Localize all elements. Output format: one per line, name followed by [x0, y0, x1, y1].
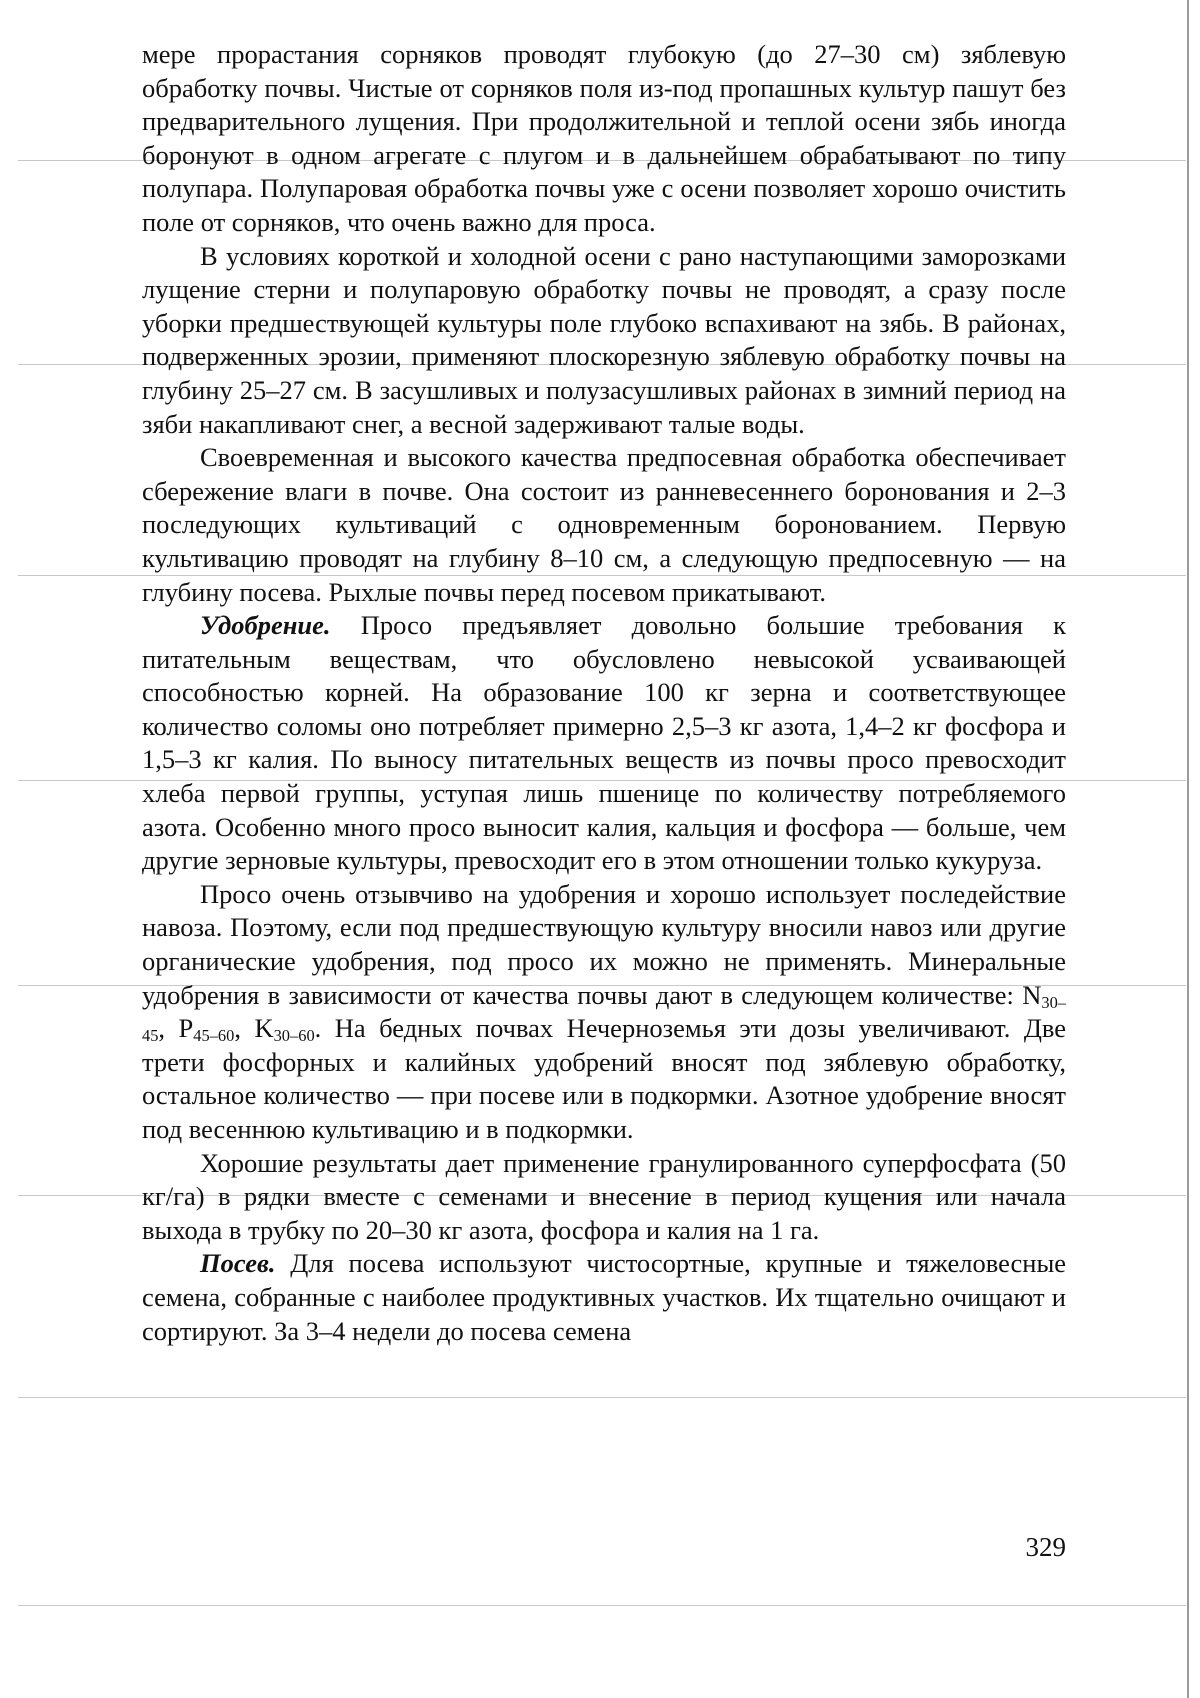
paragraph-text: В условиях короткой и холодной осени с рано наступающими заморозками лущение стерни и полупаровую обработку почвы не проводят, а сразу после уборки предшествующей культуры поле глубоко вспахивают на зябь. В районах, подверженных эрозии, применяют плоскорезную зяблевую обработку почвы на глубину 25–27 см. В засушливых и полузасушливых районах в зимний период на зяби накапливают снег, а весной задерживают талые воды.: [142, 240, 1066, 439]
scan-line: [18, 1605, 1186, 1606]
paragraph: [142, 1147, 1066, 1248]
section-heading-sowing: Посев.: [200, 1248, 276, 1279]
dose-potassium: $K_{30-60}$.: [254, 1013, 322, 1046]
section-heading-fertilizer: Удобрение.: [200, 610, 331, 641]
paragraph-text: мере прорастания сорняков проводят глубокую (до 27–30 см) зяблевую обработку почвы. Чистые от сорняков поля из-под пропашных культур пашут без предварительного лущения. При продолжительной и теплой осени зябь иногда боронуют в одном агрегате с плугом и в дальнейшем обрабатывают по типу полупара. Полупаровая обработка почвы уже с осени позволяет хорошо очистить поле от сорняков, что очень важно для проса.: [142, 39, 1066, 237]
paragraph-text: Просо очень отзывчиво на удобрения и хорошо использует последействие навоза. Поэтому, если под предшествующую культуру вносили навоз или другие органические удобрения, под просо их можно не применять. Минеральные удобрения в зависимости от качества почвы дают в следующем количестве:: [142, 878, 1066, 1010]
paragraph: [142, 441, 1066, 609]
paragraph-text: Просо предъявляет довольно большие требования к питательным веществам, что обусловлено невысокой усваивающей способностью корней. На образование 100 кг зерна и соответствующее количество соломы оно потребляет примерно 2,5–3 кг азота, 1,4–2 кг фосфора и 1,5–3 кг калия. По выносу питательных веществ из почвы просо превосходит хлеба первой группы, уступая лишь пшенице по количеству потребляемого азота. Особенно много просо выносит калия, кальция и фосфора — больше, чем другие зерновые культуры, превосходит его в этом отношении только кукуруза.: [142, 610, 1067, 876]
paragraph-sowing: [142, 1247, 1066, 1348]
dose-nitrogen: $N_{30-45}$,: [142, 979, 1067, 1046]
paragraph-continued: [142, 38, 1066, 240]
paragraph: [142, 240, 1066, 442]
paragraph-doses: [142, 878, 1066, 1147]
scan-line: [18, 1397, 1186, 1398]
paragraph-text: На бедных почвах Нечерноземья эти дозы увеличивают. Две трети фосфорных и калийных удобрений вносят под зяблевую обработку, остальное количество — при посеве или в подкормки. Азотное удобрение вносят под весеннюю культивацию и в подкормки.: [142, 1013, 1067, 1144]
paragraph-fertilizer: [142, 609, 1066, 878]
body-text: [142, 38, 1066, 1348]
paragraph-text: Для посева используют чистосортные, крупные и тяжеловесные семена, собранные с наиболее продуктивных участков. Их тщательно очищают и сортируют. За 3–4 недели до посева семена: [142, 1248, 1067, 1346]
paragraph-text: Своевременная и высокого качества предпосевная обработка обеспечивает сбережение влаги в почве. Она состоит из ранневесеннего боронования и 2–3 последующих культиваций с одновременным боронованием. Первую культивацию проводят на глубину 8–10 см, а следующую предпосевную — на глубину посева. Рыхлые почвы перед посевом прикатывают.: [142, 442, 1066, 607]
page-number: 329: [1025, 1532, 1066, 1562]
page-edge-rule: [1187, 0, 1189, 1698]
paragraph-text: Хорошие результаты дает применение гранулированного суперфосфата (50 кг/га) в рядки вместе с семенами и внесение в период кущения или начала выхода в трубку по 20–30 кг азота, фосфора и калия на 1 га.: [142, 1147, 1066, 1245]
dose-phosphorus: $P_{45-60}$,: [178, 1013, 241, 1046]
